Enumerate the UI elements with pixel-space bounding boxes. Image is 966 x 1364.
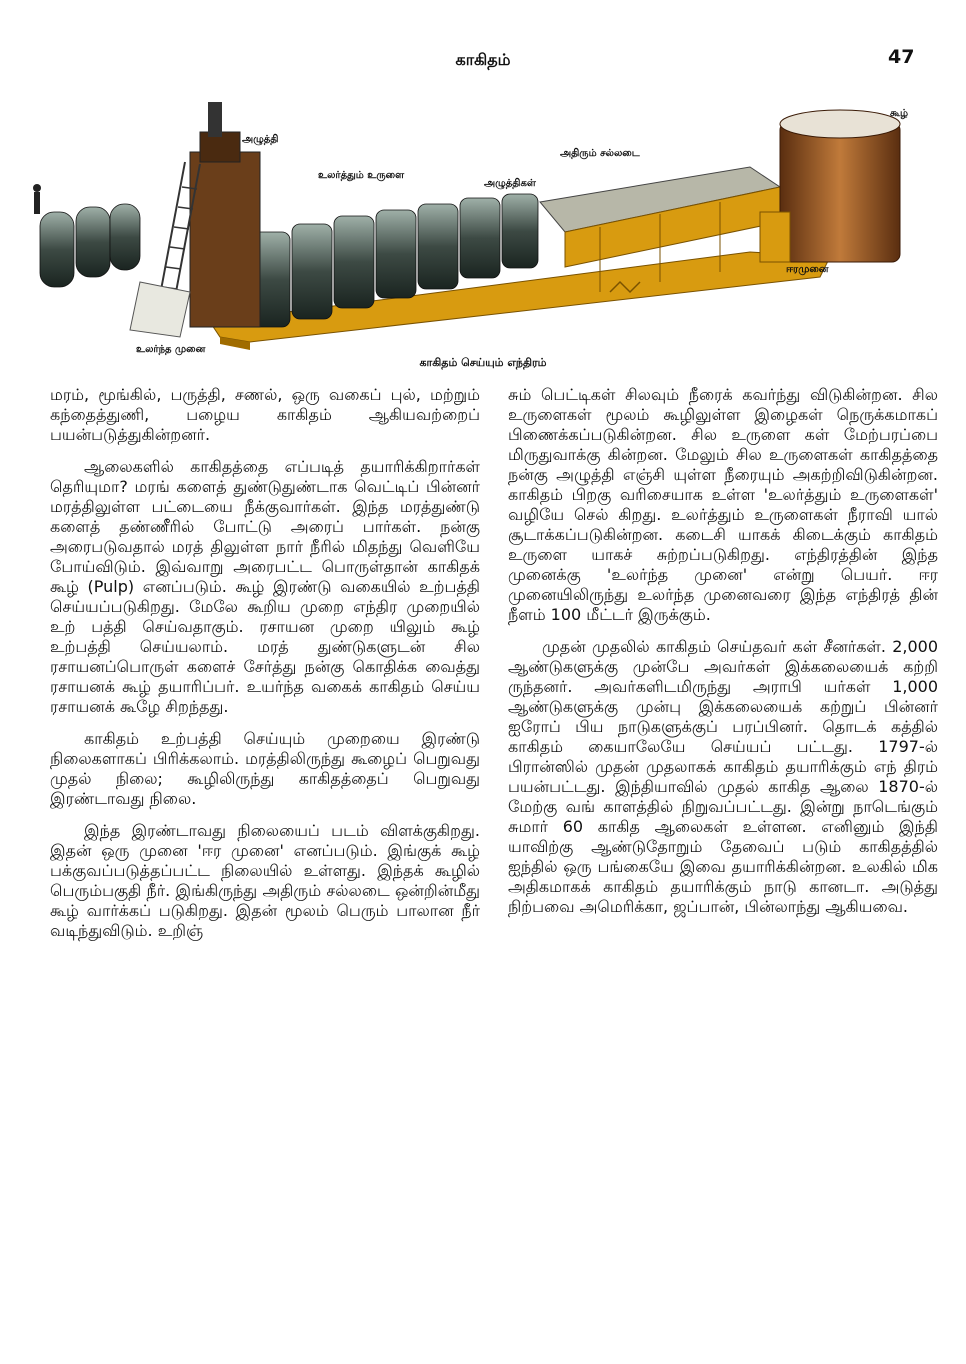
page-number: 47: [888, 46, 915, 68]
paragraph: சும் பெட்டிகள் சிலவும் நீரைக் கவர்ந்து விடுகின்றன. சில உருளைகள் மூலம் கூழிலுள்ள இழைகள் நெருக்கமாகப் பிணைக்கப்படுகின்றன. சில உருளை கள் மேற்பரப்பை மிருதுவாக்கு கின்றன. மேலும் சில உருளைகள் காகிதத்தை நன்கு அழுத்தி எஞ்சி யுள்ள நீரையும் அகற்றிவிடுகின்றன. காகிதம் பிறகு வரிசையாக உள்ள 'உலர்த்தும் உருளைகள்' வழியே செல் கிறது. உலர்த்தும் உருளைகள் நீராவி யால் சூடாக்கப்படுகின்றன. கடைசி யாகக் கிடைக்கும் காகிதம் உருளை யாகச் சுற்றப்படுகிறது. எந்திரத்தின் இந்த முனைக்கு 'உலர்ந்த முனை' என்று பெயர். ஈர முனையிலிருந்து உலர்ந்த முனைவரை இந்த எந்திரத் தின் நீளம் 100 மீட்டர் இருக்கும்.: [508, 385, 938, 624]
paragraph: முதன் முதலில் காகிதம் செய்தவர் கள் சீனர்கள். 2,000 ஆண்டுகளுக்கு முன்பே அவர்கள் இக்கலையைக் கற்றி ருந்தனர். அவர்களிடமிருந்து அராபி யர்கள் 1,000 ஆண்டுகளுக்கு முன்பு இக்கலையைக் கற்றுப் பின்னர் ஐரோப் பிய நாடுகளுக்குப் பரப்பினர். தொடக் கத்தில் காகிதம் கையாலேயே செய்யப் பட்டது. 1797-ல் பிரான்ஸில் முதன் முதலாகக் காகிதம் தயாரிக்கும் எந் திரம் பயன்பட்டது. இந்தியாவில் முதல் காகித ஆலை 1870-ல் மேற்கு வங் காளத்தில் நிறுவப்பட்டது. இன்று நாடெங்கும் சுமார் 60 காகித ஆலைகள் உள்ளன. எனினும் இந்தி யாவிற்கு ஆண்டுதோறும் தேவைப் படும் காகிதத்தில் ஐந்தில் ஒரு பங்கையே இவை தயாரிக்கின்றன. உலகில் மிக அதிகமாகக் காகிதம் தயாரிக்கும் நாடு கானடா. அடுத்து நிற்பவை அமெரிக்கா, ஜப்பான், பின்லாந்து ஆகியவை.: [508, 637, 938, 916]
figure-caption: காகிதம் செய்யும் எந்திரம்: [419, 356, 547, 369]
left-column: [50, 385, 480, 953]
paper-machine-illustration: [20, 92, 930, 355]
running-head: காகிதம்: [455, 50, 511, 69]
paper-machine-drawing: [20, 92, 930, 350]
label-vibrating-sieve: அதிரும் சல்லடை: [560, 148, 640, 159]
label-dry-end: உலர்ந்த முனை: [136, 344, 206, 355]
right-column: [508, 385, 938, 929]
label-wet-end: ஈரமுனை: [786, 264, 829, 275]
paragraph: இந்த இரண்டாவது நிலையைப் படம் விளக்குகிறது. இதன் ஒரு முனை 'ஈர முனை' எனப்படும். இங்குக் கூழ் பக்குவப்படுத்தப்பட்ட நிலையில் உள்ளது. இந்தக் கூழில் பெரும்பகுதி நீர். இங்கிருந்து அதிரும் சல்லடை ஒன்றின்மீது கூழ் வார்க்கப் படுகிறது. இதன் மூலம் பெரும் பாலான நீர் வடிந்துவிடும். உறிஞ்: [50, 821, 481, 940]
label-pulp: கூழ்: [890, 108, 909, 119]
label-pressers: அழுத்திகள்: [484, 178, 536, 189]
label-drying-rollers: உலர்த்தும் உருளை: [318, 170, 405, 181]
paragraph: மரம், மூங்கில், பருத்தி, சணல், ஒரு வகைப் புல், மற்றும் கந்தைத்துணி, பழைய காகிதம் ஆகியவற்றைப் பயன்படுத்துகின்றனர்.: [50, 385, 480, 444]
label-press: அழுத்தி: [242, 134, 279, 145]
paragraph: காகிதம் உற்பத்தி செய்யும் முறையை இரண்டு நிலைகளாகப் பிரிக்கலாம். மரத்திலிருந்து கூழைப் பெறுவது முதல் நிலை; கூழிலிருந்து காகிதத்தைப் பெறுவது இரண்டாவது நிலை.: [50, 729, 480, 808]
paragraph: ஆலைகளில் காகிதத்தை எப்படித் தயாரிக்கிறார்கள் தெரியுமா? மரங் களைத் துண்டுதுண்டாக வெட்டிப் பின்னர் மரத்திலுள்ள பட்டையை நீக்குவார்கள். இந்த மரத்துண்டு களைத் தண்ணீரில் போட்டு அரைப் பார்கள். நன்கு அரைபடுவதால் மரத் திலுள்ள நார் நீரில் மிதந்து வெளியே போய்விடும். இவ்வாறு அரைபட்ட பொருள்தான் காகிதக் கூழ் (Pulp) எனப்படும். கூழ் இரண்டு வகையில் உற்பத்தி செய்யப்படுகிறது. மேலே கூறிய முறை எந்திர முறையில் உற் பத்தி செய்வதாகும். ரசாயன முறை யிலும் கூழ் உற்பத்தி செய்யலாம். மரத் துண்டுகளுடன் சில ரசாயனப்பொருள் களைச் சேர்த்து நன்கு கொதிக்க வைத்து ரசாயனக் கூழ் தயாரிப்பர். உயர்ந்த வகைக் காகிதம் செய்ய ரசாயனக் கூழே சிறந்தது.: [50, 457, 480, 716]
